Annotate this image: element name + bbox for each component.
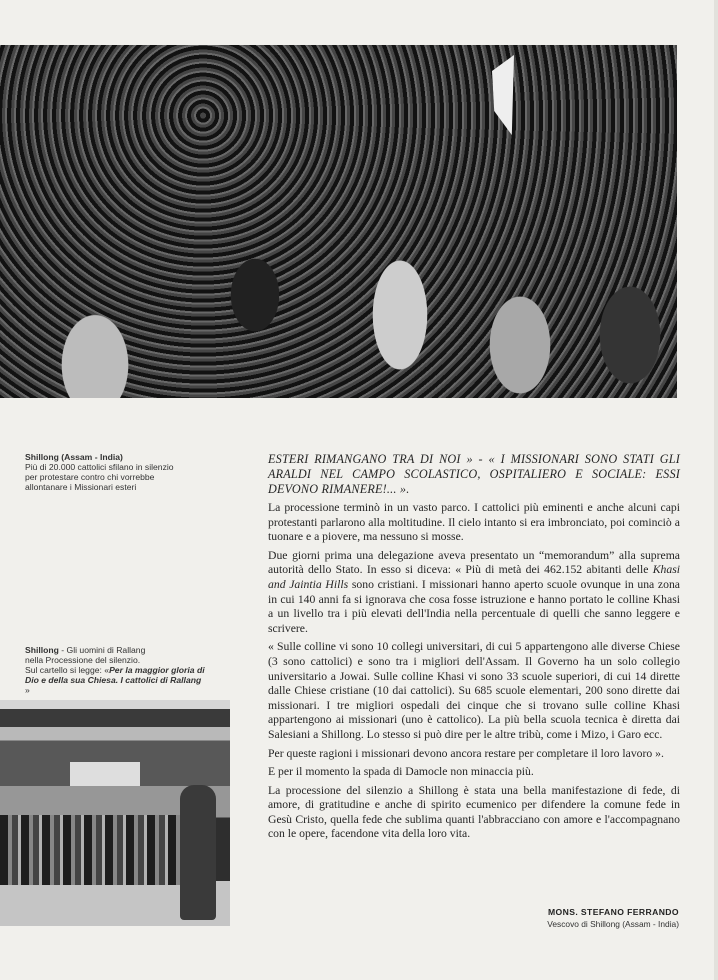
top-photo-caption: [25, 452, 225, 492]
article-lead: ESTERI RIMANGANO TRA DI NOI » - « I MISSIONARI SONO STATI GLI ARALDI NEL CAMPO SCOLASTICO, OSPITALIERO E SOCIALE: ESSI DEVONO RIMANERE!... ».: [268, 452, 680, 496]
paragraph-text: Due giorni prima una delegazione aveva presentato un “memorandum” alla suprema autorità dello Stato. In esso si diceva: « Più di metà dei 462.152 abitanti delle: [268, 548, 680, 577]
caption-line: Più di 20.000 cattolici sfilano in silenzio: [25, 462, 174, 472]
marchers-shape: [0, 815, 180, 885]
caption-intro: - Gli uomini di Rallang: [58, 645, 146, 655]
caption-heading: Shillong: [25, 645, 59, 655]
procession-photo: [0, 700, 230, 926]
article-paragraph: [268, 549, 680, 637]
flag-shape: [492, 55, 514, 135]
caption-line: allontanare i Missionari esteri: [25, 482, 137, 492]
caption-line: per protestare contro chi vorrebbe: [25, 472, 155, 482]
paragraph-text: sono cristiani. I missionari hanno aperto scuole ovunque in una zona in cui 140 anni fa si ignorava che cosa fosse istruzione e hanno portato le colline Khasi a un livello tra i più elevati dell'India nella percentuale di quelli che sanno leggere e scrivere.: [268, 577, 680, 635]
article-paragraph: La processione del silenzio a Shillong è stata una bella manifestazione di fede, di amore, di gratitudine e anche di spirito ecumenico per difendere la comune fede in Gesù Cristo, quella fede che sublima quanti l'abbracciano con amore e l'accompagnano con le opere, facendone vita della loro vita.: [268, 783, 680, 841]
page-edge: [714, 0, 718, 980]
caption-heading: Shillong (Assam - India): [25, 452, 123, 462]
article-paragraph: Per queste ragioni i missionari devono ancora restare per completare il loro lavoro ».: [268, 746, 664, 760]
article-paragraph: « Sulle colline vi sono 10 collegi universitari, di cui 5 appartengono alle diverse Chiese (3 sono cattolici) e sono tra i migliori dell'Assam. Il Governo ha un solo collegio universitario a Jowai. Sulle colline Khasi vi sono 33 scuole superiori, di cui 14 dirette dalle Chiese cristiane (10 dai cattolici). Su 685 scuole elementari, 200 sono dirette dai missionari. I tre migliori ospedali dei cinque che si trovano sulle colline Khasi appartengono ai missionari (uno è cattolico). La più bella scuola tecnica è diretta dai Salesiani a Shillong. Lo stesso si può dire per le altre tribù, come i Mizo, i Garo ecc.: [268, 640, 680, 741]
author-name: MONS. STEFANO FERRANDO: [547, 907, 679, 917]
article-paragraph: La processione terminò in un vasto parco. I cattolici più eminenti e anche alcuni capi protestanti parlarono alla moltitudine. Il cielo intanto si era imbronciato, poi cominciò a tuonare e a piovere, ma nessuno si mosse.: [268, 501, 680, 544]
placard-shape: [70, 762, 140, 786]
article-body: [268, 452, 680, 846]
bottom-photo-caption: [25, 645, 205, 695]
walking-man-shape: [180, 785, 216, 920]
caption-line: nella Processione del silenzio.: [25, 655, 141, 665]
article-paragraph: E per il momento la spada di Damocle non minaccia più.: [268, 765, 534, 779]
caption-close: »: [25, 685, 30, 695]
author-role: Vescovo di Shillong (Assam - India): [547, 919, 679, 929]
place-name: Khasi and Jaintia Hills: [268, 563, 680, 591]
caption-line: Sul cartello si legge: «: [25, 665, 110, 675]
author-signature: [547, 907, 679, 929]
caption-quote: Per la maggior gloria di Dio e della sua Chiesa. I cattolici di Rallang: [25, 665, 205, 685]
crowd-photo: [0, 45, 677, 398]
